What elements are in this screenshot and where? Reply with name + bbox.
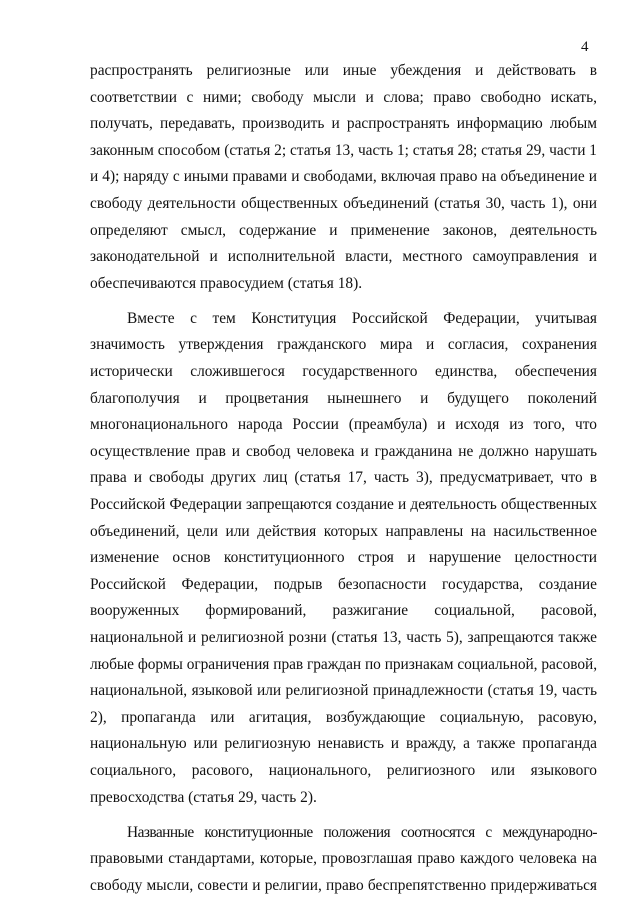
paragraph <box>90 306 597 811</box>
text-line: свободу мысли, совести и религии, право беспрепятственно придерживаться <box>90 876 597 894</box>
text-line: правовыми стандартами, которые, провозглашая право каждого человека на <box>90 850 597 868</box>
text-line: права и свободы других лиц (статья 17, часть 3), предусматривает, что в <box>90 469 597 487</box>
text-line: исторически сложившегося государственного единства, обеспечения <box>90 363 597 381</box>
text-line: законным способом (статья 2; статья 13, часть 1; статья 28; статья 29, части 1 <box>90 141 597 159</box>
text-line: национальной, языковой или религиозной принадлежности (статья 19, часть <box>90 682 597 700</box>
text-line: 2), пропаганда или агитация, возбуждающие социальную, расовую, <box>90 708 597 726</box>
text-line: и 4); наряду с иными правами и свободами, включая право на объединение и <box>90 168 597 186</box>
text-line: Названные конституционные положения соотносятся с международно- <box>127 823 597 841</box>
text-line: социального, расового, национального, религиозного или языкового <box>90 761 597 779</box>
text-line: любые формы ограничения прав граждан по признакам социальной, расовой, <box>90 655 597 673</box>
text-line: многонационального народа России (преамбула) и исходя из того, что <box>90 416 597 434</box>
text-line: Российской Федерации запрещаются создание и деятельность общественных <box>90 496 597 513</box>
text-line: национальную или религиозную ненависть и вражду, а также пропаганда <box>90 735 597 753</box>
text-line: определяют смысл, содержание и применение законов, деятельность <box>90 221 597 239</box>
text-line: благополучия и процветания нынешнего и будущего поколений <box>90 389 597 407</box>
text-line: изменение основ конституционного строя и нарушение целостности <box>90 549 597 567</box>
text-line: получать, передавать, производить и распространять информацию любым <box>90 115 597 133</box>
text-line: превосходства (статья 29, часть 2). <box>90 788 317 806</box>
text-line: законодательной и исполнительной власти, местного самоуправления и <box>90 248 597 266</box>
document-body <box>90 58 597 899</box>
text-line: Вместе с тем Конституция Российской Федерации, учитывая <box>127 309 597 327</box>
paragraph <box>90 58 597 297</box>
text-line: осуществление прав и свобод человека и гражданина не должно нарушать <box>90 442 597 460</box>
text-line: Российской Федерации, подрыв безопасности государства, создание <box>90 575 597 593</box>
paragraph <box>90 820 597 900</box>
text-line: национальной и религиозной розни (статья 13, часть 5), запрещаются также <box>90 628 597 646</box>
text-line: обеспечиваются правосудием (статья 18). <box>90 274 363 292</box>
text-line: свободу деятельности общественных объединений (статья 30, часть 1), они <box>90 194 597 212</box>
text-line: вооруженных формирований, разжигание социальной, расовой, <box>90 602 597 620</box>
text-line: объединений, цели или действия которых направлены на насильственное <box>90 522 597 540</box>
text-line: значимость утверждения гражданского мира и согласия, сохранения <box>90 336 597 354</box>
text-line: соответствии с ними; свободу мысли и слова; право свободно искать, <box>90 88 597 106</box>
text-line: распространять религиозные или иные убеждения и действовать в <box>90 62 597 79</box>
page-number: 4 <box>581 39 589 55</box>
